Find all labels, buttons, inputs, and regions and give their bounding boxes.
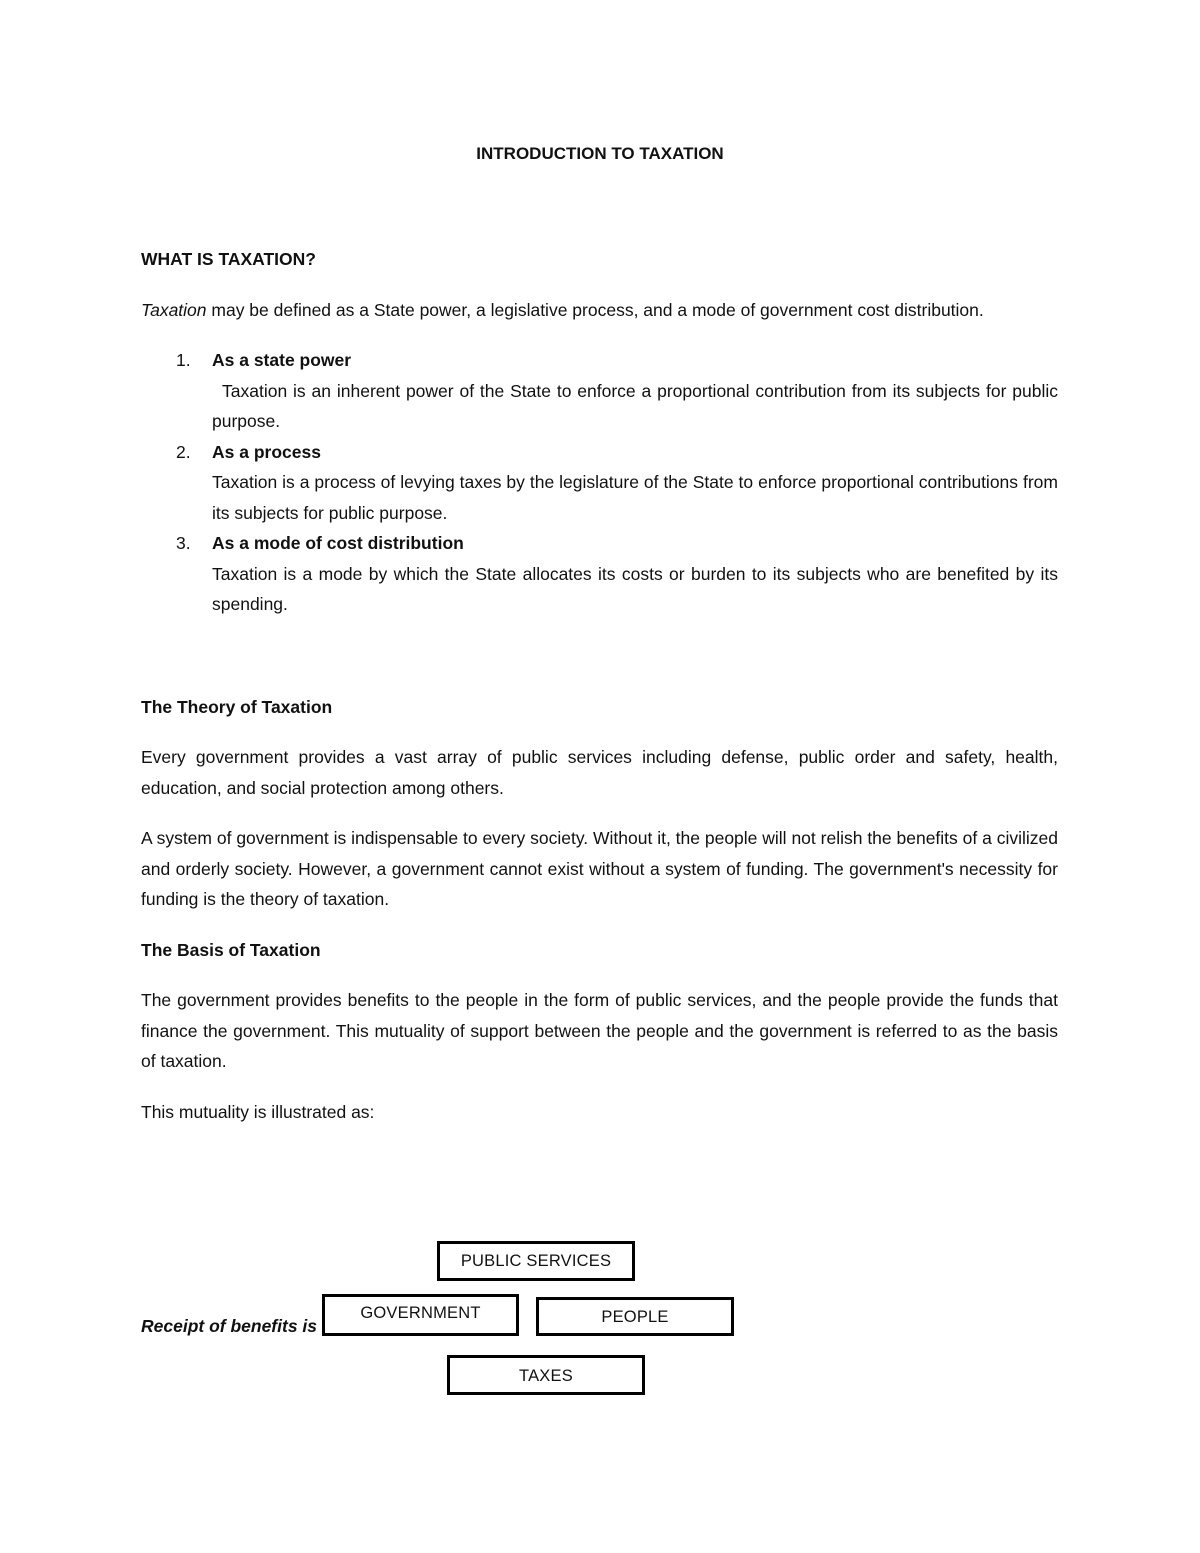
list-item-title: As a mode of cost distribution [212, 533, 464, 553]
public-services-box: PUBLIC SERVICES [437, 1241, 635, 1281]
definition-term: Taxation [141, 299, 207, 320]
theory-paragraph: A system of government is indispensable to every society. Without it, the people will not relish the benefits of a civilized and orderly society. However, a government cannot exist without a system of funding. The government's necessity for funding is the theory of taxation. [141, 828, 1058, 909]
basis-paragraph: The government provides benefits to the people in the form of public services, and the people provide the funds that finance the government. This mutuality of support between the people and the government is referred to as the basis of taxation. [141, 990, 1058, 1071]
list-item-number: 2. [176, 441, 191, 462]
list-item-body: Taxation is a process of levying taxes by the legislature of the State to enforce proportional contributions from its subjects for public purpose. [212, 472, 1058, 523]
basis-paragraph: This mutuality is illustrated as: [141, 1101, 375, 1122]
taxes-box: TAXES [447, 1355, 645, 1395]
list-item [141, 345, 1058, 437]
list-item-title: As a state power [212, 350, 352, 370]
list-item-number: 1. [176, 350, 191, 370]
document-title: INTRODUCTION TO TAXATION [476, 144, 724, 163]
taxation-definition-list [141, 345, 1058, 620]
theory-paragraph: Every government provides a vast array of public services including defense, public order and safety, health, education, and social protection among others. [141, 747, 1058, 798]
heading-what-is-taxation: WHAT IS TAXATION? [141, 249, 316, 269]
list-item [141, 528, 1058, 620]
diagram-caption-left: Receipt of benefits is [141, 1316, 318, 1336]
document-body [141, 244, 1058, 1127]
people-box: PEOPLE [536, 1297, 734, 1336]
list-item-number: 3. [176, 533, 191, 553]
list-item [141, 437, 1058, 529]
list-item-body: Taxation is a mode by which the State allocates its costs or burden to its subjects who are benefited by its spending. [212, 563, 1058, 614]
heading-theory-of-taxation: The Theory of Taxation [141, 696, 333, 717]
government-box: GOVERNMENT [322, 1294, 519, 1336]
heading-basis-of-taxation: The Basis of Taxation [141, 939, 321, 960]
definition-text: may be defined as a State power, a legislative process, and a mode of government cost distribution. [206, 299, 984, 320]
list-item-title: As a process [212, 441, 321, 462]
list-item-body: Taxation is an inherent power of the State to enforce a proportional contribution from its subjects for public purpose. [212, 380, 1058, 431]
taxation-definition-paragraph [141, 295, 1058, 326]
